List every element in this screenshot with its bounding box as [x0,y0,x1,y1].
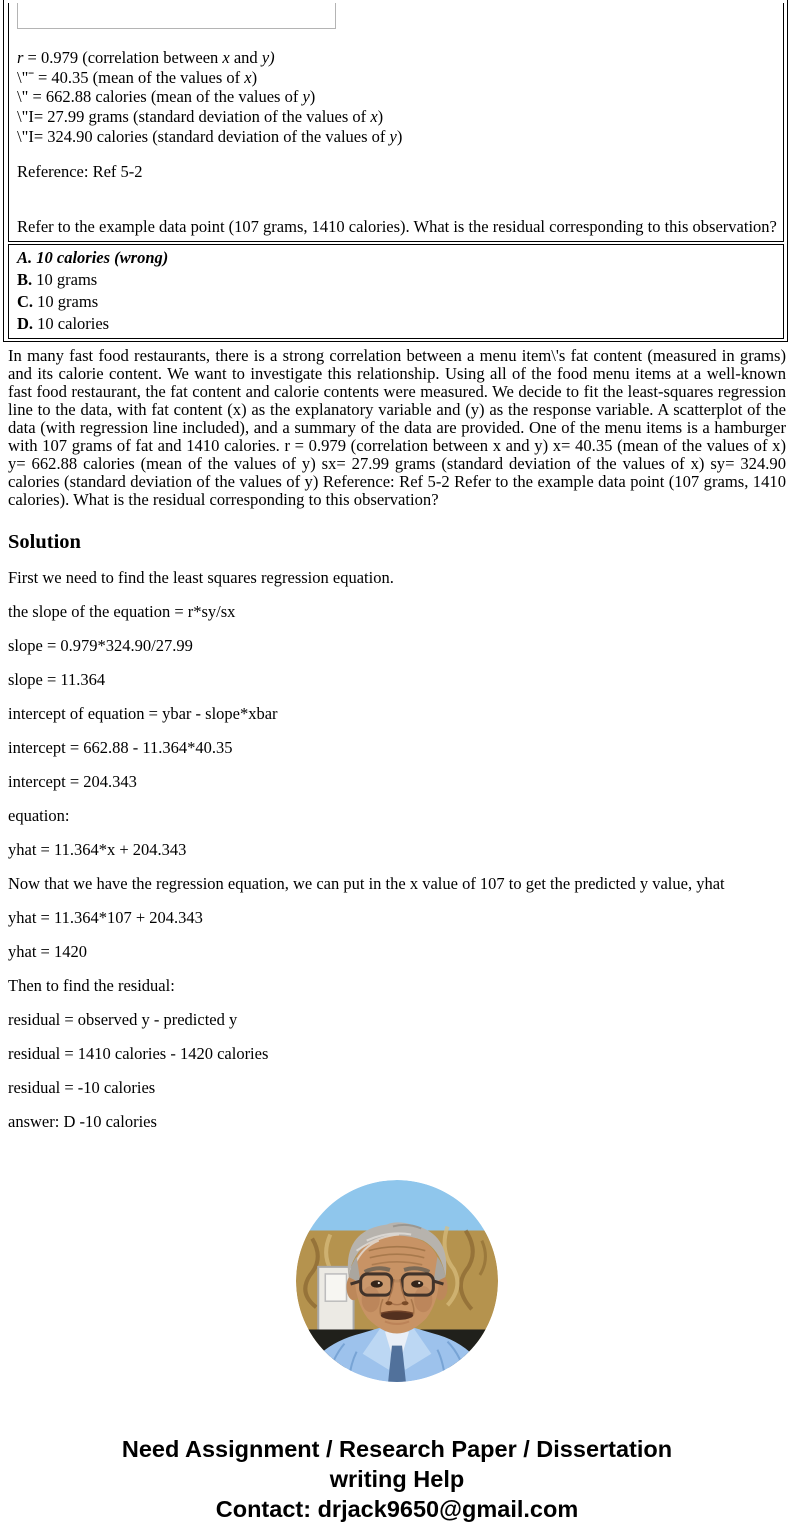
solution-step: answer: D -10 calories [8,1111,157,1131]
answer-option [17,291,777,313]
option-text: 10 grams [36,269,98,289]
option-letter: D. [17,313,34,333]
solution-step: residual = -10 calories [8,1077,156,1097]
solution-step: intercept = 662.88 - 11.364*40.35 [8,737,233,757]
banner-line-2: writing Help [329,1465,465,1492]
solution-step: yhat = 1420 [8,941,87,961]
tutor-portrait-illustration [296,1180,498,1382]
question-table [3,0,788,342]
option-text: 10 calories [37,313,110,333]
question-cell [8,3,784,242]
reference-label: Reference: Ref 5-2 [17,161,143,181]
option-letter: B. [17,269,33,289]
option-letter: A. [17,247,33,267]
solution-step: equation: [8,805,70,825]
option-text: 10 grams [37,291,99,311]
solution-step: slope = 11.364 [8,669,106,689]
question-summary-paragraph: In many fast food restaurants, there is a strong correlation between a menu item\'s fat content (measured in grams) and its calorie content. We want to investigate this relationship. Using all of the food menu items at a well-known fast food restaurant, the fat content and calorie contents were measured. We decide to fit the least-squares regression line to the data, with fat content (x) as the explanatory variable and (y) as the response variable. A scatterplot of the data (with regression line included), and a summary of the data are provided. One of the menu items is a hamburger with 107 grams of fat and 1410 calories. r = 0.979 (correlation between x and y) x= 40.35 (mean of the values of x) y= 662.88 calories (mean of the values of y) sx= 27.99 grams (standard deviation of the values of x) sy= 324.90 calories (standard deviation of the values of y) Reference: Ref 5-2 Refer to the example data point (107 grams, 1410 calories). What is the residual corresponding to this observation? [8,345,786,509]
option-letter: C. [17,291,34,311]
solution-step: the slope of the equation = r*sy/sx [8,601,236,621]
banner-line-1: Need Assignment / Research Paper / Dissertation [121,1435,673,1462]
solution-step: yhat = 11.364*x + 204.343 [8,839,187,859]
stat-line: \"ˉ = 40.35 (mean of the values of x) [17,67,258,87]
solution-steps [0,568,794,1132]
option-text: 10 calories (wrong) [36,247,169,267]
stat-line: \"I= 27.99 grams (standard deviation of the values of x) [17,107,384,127]
solution-step: intercept of equation = ybar - slope*xbar [8,703,278,723]
question-text: Refer to the example data point (107 grams, 1410 calories). What is the residual corresponding to this observation? [17,216,777,236]
help-banner [0,1434,794,1524]
stat-line: \" = 662.88 calories (mean of the values of y) [17,87,316,107]
stat-line: \"I= 324.90 calories (standard deviation of the values of y) [17,126,403,146]
solution-step: slope = 0.979*324.90/27.99 [8,635,193,655]
solution-step: yhat = 11.364*107 + 204.343 [8,907,203,927]
summary-statistics [17,48,777,147]
solution-step: Then to find the residual: [8,975,175,995]
solution-step: Now that we have the regression equation, we can put in the x value of 107 to get the predicted y value, yhat [8,873,725,893]
answer-option [17,247,777,269]
solution-step: First we need to find the least squares regression equation. [8,567,394,587]
answer-options-cell [8,244,784,339]
stat-line: r = 0.979 (correlation between x and y) [17,48,275,67]
tutor-avatar [296,1180,498,1382]
solution-step: residual = observed y - predicted y [8,1009,238,1029]
answer-option [17,313,777,335]
banner-contact-email: Contact: drjack9650@gmail.com [215,1495,579,1522]
solution-step: residual = 1410 calories - 1420 calories [8,1043,269,1063]
scatterplot-image-placeholder [17,3,336,29]
answer-option [17,269,777,291]
solution-heading: Solution [8,530,81,553]
solution-step: intercept = 204.343 [8,771,137,791]
